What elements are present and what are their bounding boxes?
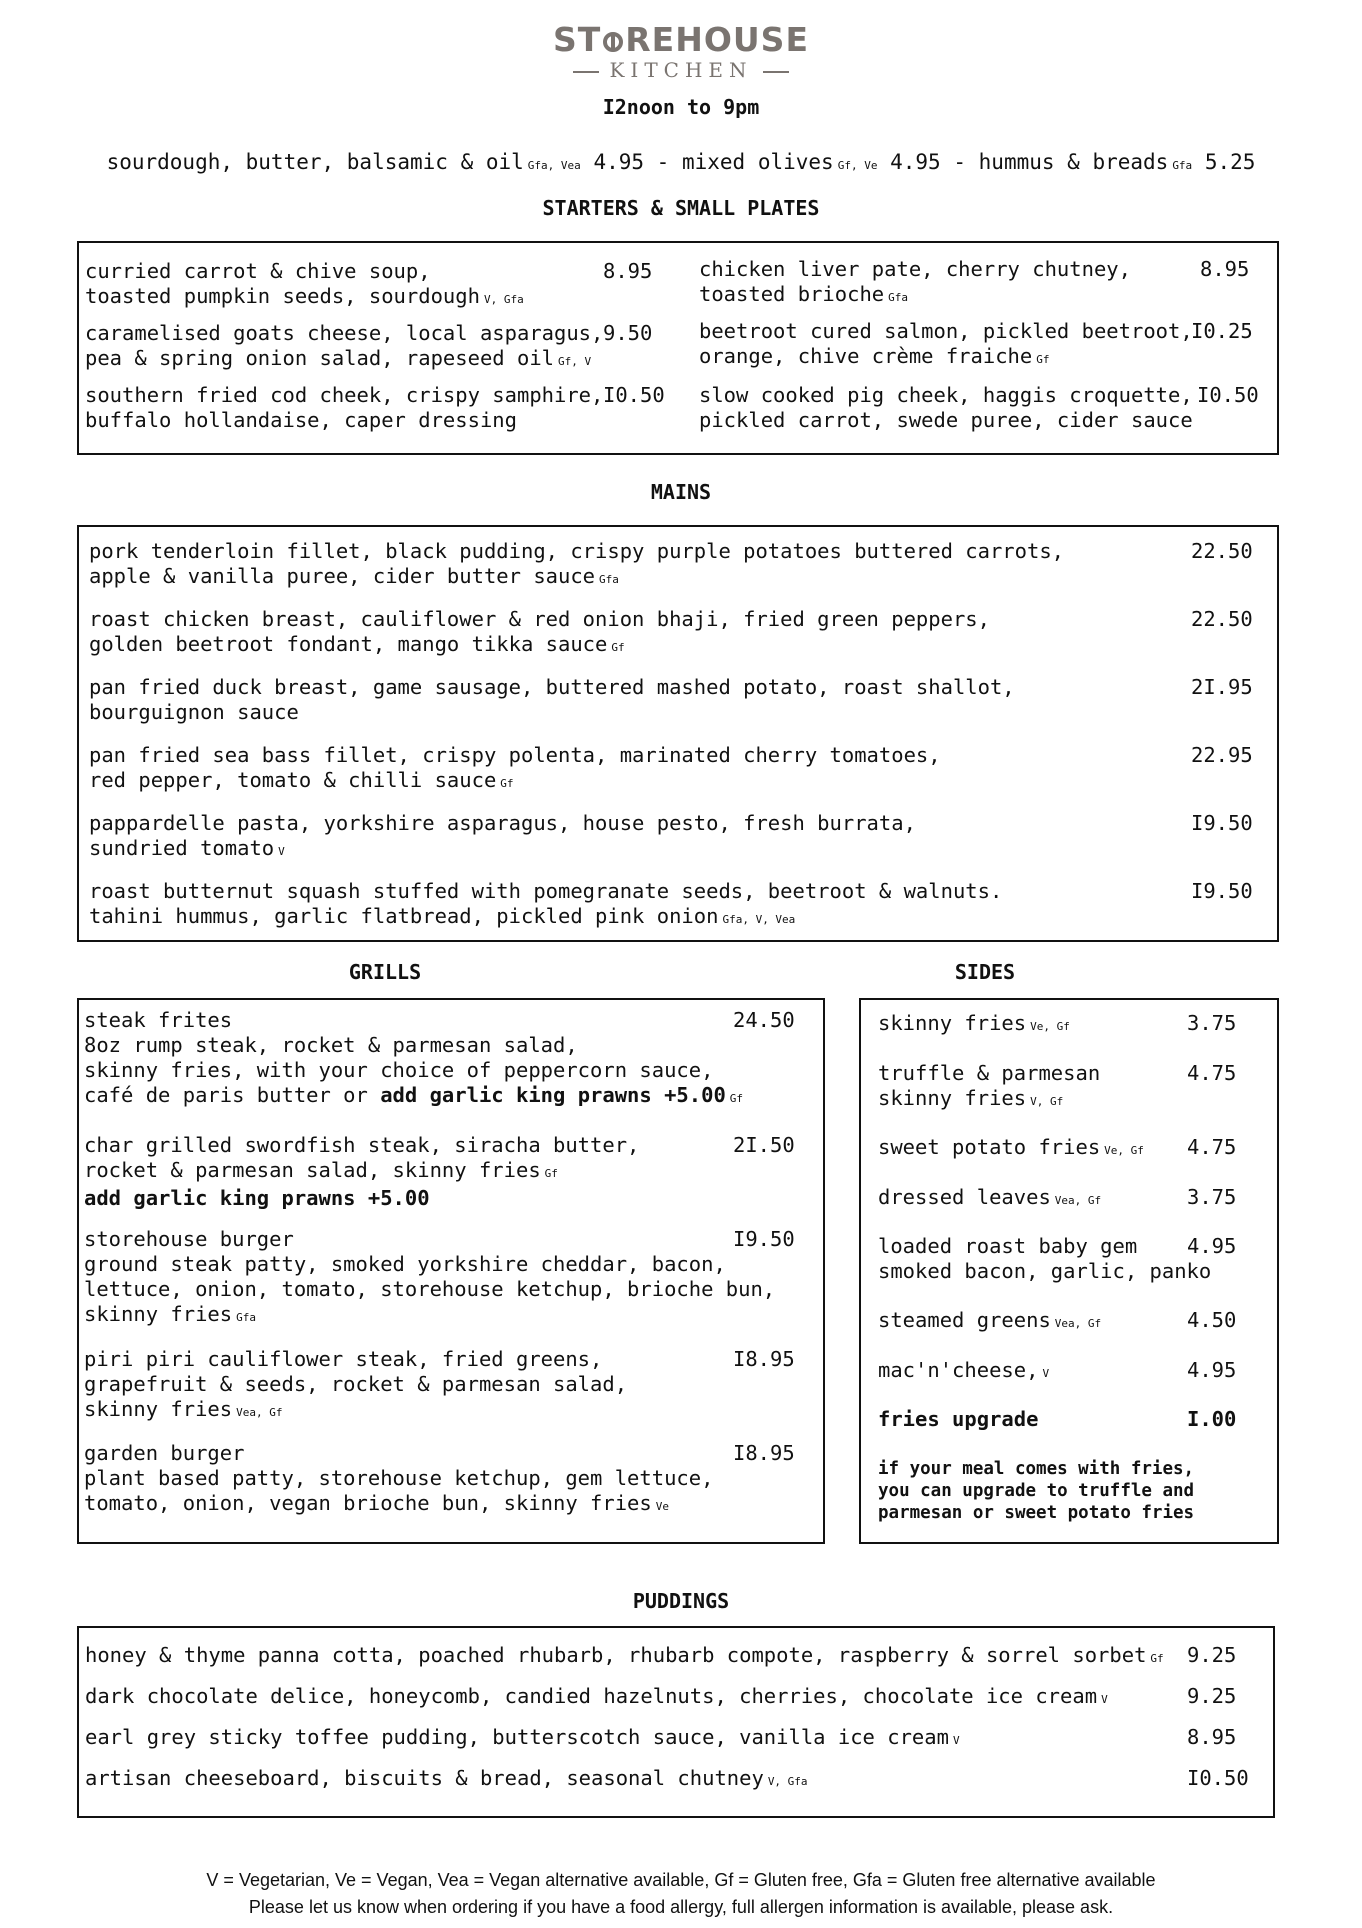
item-price: 4.95 (1187, 1234, 1237, 1258)
item-price: 2I.50 (733, 1133, 795, 1157)
dietary-footer (0, 1867, 1362, 1921)
menu-item: curried carrot & chive soup, toasted pumpkin seeds, sourdough V, Gfa (85, 259, 524, 308)
item-price: I9.50 (1191, 879, 1253, 903)
item-price: 2I.95 (1191, 675, 1253, 699)
pudding-item: honey & thyme panna cotta, poached rhubarb, rhubarb compote, raspberry & sorrel sorbet Gf (85, 1643, 1164, 1667)
brand-subtitle: KITCHEN (0, 58, 1362, 82)
item-price: 22.50 (1191, 607, 1253, 631)
menu-item: chicken liver pate, cherry chutney, toasted brioche Gfa (699, 257, 1131, 306)
bread-olives-line: sourdough, butter, balsamic & oil Gfa, Vea 4.95 - mixed olives Gf, Ve 4.95 - hummus & breads Gfa 5.25 (106, 150, 1256, 174)
item-price: I0.50 (1197, 383, 1259, 407)
side-item: steamed greens Vea, Gf (878, 1308, 1102, 1332)
fries-upgrade-note: if your meal comes with fries, you can upgrade to truffle and parmesan or sweet potato fries (878, 1459, 1195, 1523)
item-price: 3.75 (1187, 1185, 1237, 1209)
sides-heading: SIDES (954, 960, 1016, 984)
fries-upgrade: fries upgrade (878, 1407, 1039, 1431)
side-item: mac'n'cheese, V (878, 1358, 1050, 1382)
menu-item: pork tenderloin fillet, black pudding, crispy purple potatoes buttered carrots, apple & vanilla puree, cider butter sauce Gfa (89, 539, 1065, 588)
item-price: 4.95 (1187, 1358, 1237, 1382)
menu-item: garden burger plant based patty, storehouse ketchup, gem lettuce, tomato, onion, vegan brioche bun, skinny fries Ve (84, 1441, 714, 1515)
pudding-item: dark chocolate delice, honeycomb, candied hazelnuts, cherries, chocolate ice cream V (85, 1684, 1108, 1708)
side-item: sweet potato fries Ve, Gf (878, 1135, 1144, 1159)
item-price: 9.25 (1187, 1643, 1237, 1667)
item-price: I0.50 (1187, 1766, 1249, 1790)
item-price: I8.95 (733, 1441, 795, 1465)
menu-item: slow cooked pig cheek, haggis croquette, pickled carrot, swede puree, cider sauce (699, 383, 1193, 432)
side-item: dressed leaves Vea, Gf (878, 1185, 1102, 1209)
allergy-notice: Please let us know when ordering if you have a food allergy, full allergen information is available, please ask. (248, 1897, 1114, 1917)
side-item: truffle & parmesan skinny fries V, Gf (878, 1061, 1101, 1110)
menu-item: caramelised goats cheese, local asparagus, pea & spring onion salad, rapeseed oil Gf, V (85, 321, 604, 370)
opening-hours: I2noon to 9pm (602, 95, 760, 119)
menu-item: roast chicken breast, cauliflower & red onion bhaji, fried green peppers, golden beetroot fondant, mango tikka sauce Gf (89, 607, 990, 656)
item-price: 8.95 (1200, 257, 1250, 281)
pudding-item: artisan cheeseboard, biscuits & bread, seasonal chutney V, Gfa (85, 1766, 808, 1790)
side-item: loaded roast baby gem smoked bacon, garlic, panko (878, 1234, 1212, 1283)
menu-item: pan fried duck breast, game sausage, buttered mashed potato, roast shallot, bourguignon sauce (89, 675, 1015, 724)
item-price: 22.95 (1191, 743, 1253, 767)
menu-item: storehouse burger ground steak patty, smoked yorkshire cheddar, bacon, lettuce, onion, tomato, storehouse ketchup, brioche bun, skinny fries Gfa (84, 1227, 776, 1326)
menu-item: roast butternut squash stuffed with pomegranate seeds, beetroot & walnuts. tahini hummus, garlic flatbread, pickled pink onion Gfa, V, Vea (89, 879, 1003, 928)
side-item: skinny fries Ve, Gf (878, 1011, 1070, 1035)
menu-item: pan fried sea bass fillet, crispy polenta, marinated cherry tomatoes, red pepper, tomato & chilli sauce Gf (89, 743, 941, 792)
menu-item: beetroot cured salmon, pickled beetroot, orange, chive crème fraiche Gf (699, 319, 1193, 368)
item-price: 9.25 (1187, 1684, 1237, 1708)
item-price: 9.50 (603, 321, 653, 345)
menu-item: char grilled swordfish steak, siracha butter, rocket & parmesan salad, skinny fries Gf add garlic king prawns +5.00 (84, 1133, 640, 1210)
grills-heading: GRILLS (348, 960, 422, 984)
item-price: I9.50 (733, 1227, 795, 1251)
menu-item: piri piri cauliflower steak, fried greens, grapefruit & seeds, rocket & parmesan salad, skinny fries Vea, Gf (84, 1347, 628, 1421)
item-price: I9.50 (1191, 811, 1253, 835)
wheel-icon (603, 32, 623, 52)
mains-heading: MAINS (650, 480, 712, 504)
pudding-item: earl grey sticky toffee pudding, butterscotch sauce, vanilla ice cream V (85, 1725, 960, 1749)
item-price: 3.75 (1187, 1011, 1237, 1035)
item-price: 8.95 (603, 259, 653, 283)
item-price: 24.50 (733, 1008, 795, 1032)
item-price: 4.50 (1187, 1308, 1237, 1332)
brand-name: ST REHOUSE (552, 20, 809, 59)
item-price: 8.95 (1187, 1725, 1237, 1749)
item-price: I0.25 (1191, 319, 1253, 343)
item-price: 22.50 (1191, 539, 1253, 563)
item-price: I.00 (1187, 1407, 1237, 1431)
menu-item: steak frites 8oz rump steak, rocket & parmesan salad, skinny fries, with your choice of peppercorn sauce, café de paris butter or add garlic king prawns +5.00 Gf (84, 1008, 744, 1107)
puddings-heading: PUDDINGS (632, 1589, 730, 1613)
item-price: 4.75 (1187, 1135, 1237, 1159)
dietary-legend: V = Vegetarian, Ve = Vegan, Vea = Vegan alternative available, Gf = Gluten free, Gfa = Gluten free alternative available (206, 1870, 1156, 1890)
menu-item: southern fried cod cheek, crispy samphire, buffalo hollandaise, caper dressing (85, 383, 604, 432)
starters-heading: STARTERS & SMALL PLATES (542, 196, 820, 220)
menu-item: pappardelle pasta, yorkshire asparagus, house pesto, fresh burrata, sundried tomato V (89, 811, 916, 860)
storehouse-kitchen-logo (0, 22, 1362, 82)
item-price: 4.75 (1187, 1061, 1237, 1085)
item-price: I8.95 (733, 1347, 795, 1371)
item-price: I0.50 (603, 383, 665, 407)
